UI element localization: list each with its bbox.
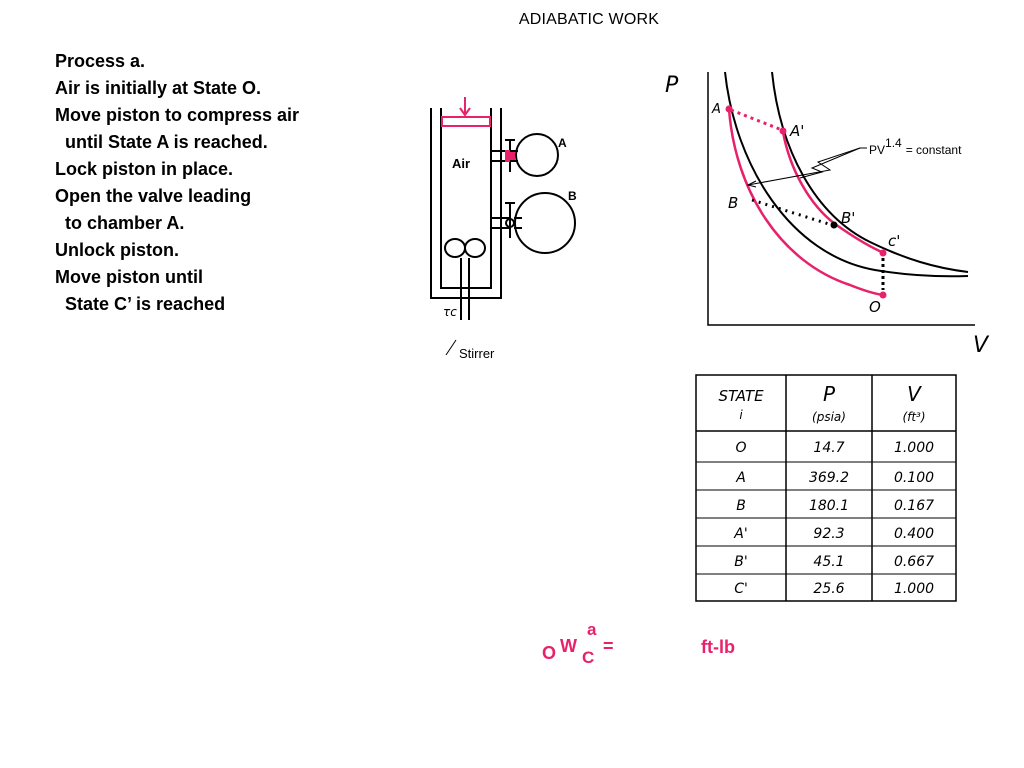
constant-curve-pointer — [748, 148, 860, 185]
pv-axes — [708, 72, 975, 325]
cylinder-inner-wall — [441, 108, 491, 288]
curve-label: PV1.4 = constant — [869, 136, 962, 157]
stirrer-label: Stirrer — [459, 346, 495, 361]
process-line: Move piston until — [55, 267, 203, 287]
point-label-b: B — [728, 194, 739, 212]
point-label-a: A — [712, 102, 721, 117]
state-a-point — [726, 106, 733, 113]
process-line: Open the valve leading — [55, 186, 252, 206]
table-cell: 25.6 — [813, 581, 845, 597]
table-cell: A — [736, 470, 746, 486]
table-cell: 0.100 — [893, 470, 935, 486]
valve-a-transition — [731, 110, 782, 130]
process-line: Process a. — [55, 51, 146, 71]
process-line: State C’ is reached — [55, 294, 226, 314]
table-cell: O — [735, 440, 747, 456]
formula-superscript: a — [587, 620, 597, 639]
state-c-prime-point — [880, 250, 887, 257]
formula-unit: ft-lb — [701, 637, 735, 657]
table-cell: 0.400 — [893, 526, 935, 542]
table-cell: 1.000 — [893, 581, 935, 597]
table-cell: 92.3 — [813, 526, 845, 542]
stirrer-blade — [465, 239, 485, 257]
table-header-sub: (psia) — [812, 410, 846, 424]
table-cell: 180.1 — [808, 498, 850, 514]
page-title: ADIABATIC WORK — [518, 11, 660, 28]
process-line: Air is initially at State O. — [55, 78, 262, 98]
table-header: STATE — [718, 387, 764, 405]
torque-label: τc — [443, 305, 457, 319]
table-header: P — [822, 382, 836, 406]
chamber-a — [516, 134, 558, 176]
chamber-b-label: B — [568, 189, 577, 203]
point-label-o: O — [869, 298, 881, 316]
chamber-a-inner — [523, 141, 551, 169]
valve-a — [506, 151, 514, 161]
adiabat-curve-lower — [725, 72, 968, 276]
formula-prefix: O — [542, 643, 557, 663]
stirrer-leader — [446, 340, 456, 355]
table-cell: 369.2 — [808, 470, 850, 486]
work-formula — [540, 620, 780, 670]
table-header-sub: (ft³) — [902, 410, 926, 424]
table-header: V — [907, 382, 921, 406]
gas-label: Air — [452, 156, 471, 171]
process-line: until State A is reached. — [55, 132, 268, 152]
stirrer-blade — [445, 239, 465, 257]
pv-diagram — [708, 72, 975, 325]
piston — [442, 117, 490, 126]
table-cell: B — [736, 498, 746, 514]
table-cell: B' — [734, 554, 748, 570]
point-label-c-prime: c' — [888, 232, 901, 250]
state-b-prime-point — [831, 222, 838, 229]
table-cell: 14.7 — [813, 440, 845, 456]
process-line: Unlock piston. — [55, 240, 180, 260]
point-label-a-prime: A' — [790, 122, 805, 140]
v-axis-label: V — [973, 333, 989, 358]
process-line: Lock piston in place. — [55, 159, 234, 179]
formula-equals: = — [603, 636, 614, 656]
process-line: Move piston to compress air — [55, 105, 300, 125]
adiabat-curve-upper — [772, 72, 968, 272]
chamber-a-label: A — [558, 136, 567, 150]
table-cell: C' — [734, 581, 748, 597]
point-label-b-prime: B' — [841, 209, 856, 227]
p-axis-label: P — [665, 73, 679, 98]
table-cell: 1.000 — [893, 440, 935, 456]
valve-b-transition — [752, 200, 832, 225]
table-cell: 0.667 — [893, 554, 935, 570]
table-cell: 0.167 — [893, 498, 935, 514]
chamber-b — [515, 193, 575, 253]
formula-subscript: C — [582, 648, 595, 667]
table-cell: A' — [734, 526, 748, 542]
table-header-sub: i — [739, 408, 743, 422]
table-cell: 45.1 — [813, 554, 845, 570]
formula-symbol: W — [560, 636, 577, 656]
state-a-prime-point — [780, 128, 787, 135]
process-line: to chamber A. — [55, 213, 185, 233]
